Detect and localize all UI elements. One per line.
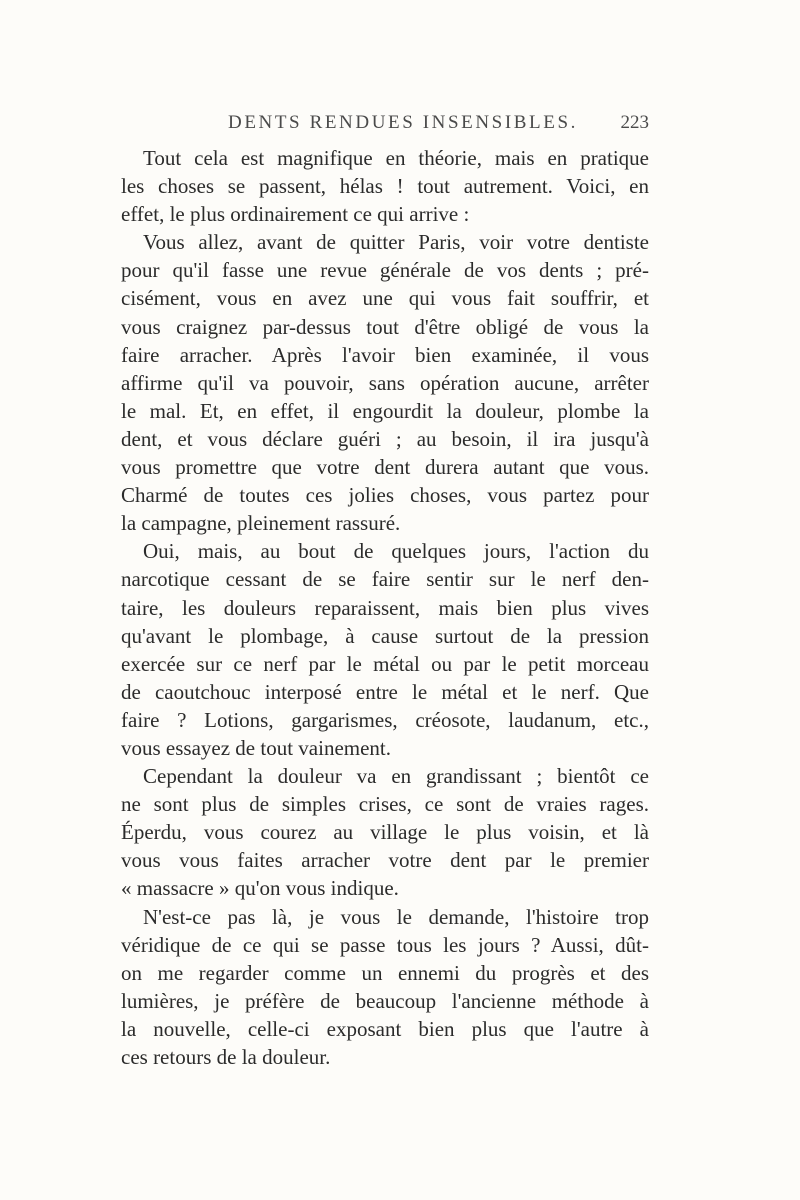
body-text bbox=[121, 144, 649, 1071]
text-line: Cependant la douleur va en grandissant ; bientôt ce bbox=[143, 764, 649, 789]
text-line: dent, et vous déclare guéri ; au besoin, il ira jusqu'à bbox=[121, 426, 649, 451]
text-line: N'est-ce pas là, je vous le demande, l'histoire trop bbox=[143, 904, 649, 929]
text-line: « massacre » qu'on vous indique. bbox=[121, 876, 399, 901]
text-line: Oui, mais, au bout de quelques jours, l'action du bbox=[143, 539, 649, 564]
text-line: ne sont plus de simples crises, ce sont de vraies rages. bbox=[121, 792, 649, 817]
text-line: la campagne, pleinement rassuré. bbox=[121, 511, 401, 536]
text-line: taire, les douleurs reparaissent, mais bien plus vives bbox=[121, 595, 649, 620]
text-line: vous vous faites arracher votre dent par le premier bbox=[121, 848, 649, 873]
text-line: les choses se passent, hélas ! tout autrement. Voici, en bbox=[121, 174, 649, 199]
page-number: 223 bbox=[620, 112, 649, 133]
text-line: lumières, je préfère de beaucoup l'ancienne méthode à bbox=[121, 988, 649, 1013]
text-line: faire ? Lotions, gargarismes, créosote, laudanum, etc., bbox=[121, 707, 649, 732]
text-line: de caoutchouc interposé entre le métal et le nerf. Que bbox=[121, 679, 649, 704]
text-line: véridique de ce qui se passe tous les jours ? Aussi, dût- bbox=[121, 932, 649, 957]
text-line: effet, le plus ordinairement ce qui arrive : bbox=[121, 202, 470, 227]
text-line: cisément, vous en avez une qui vous fait souffrir, et bbox=[121, 286, 649, 311]
text-line: la nouvelle, celle-ci exposant bien plus que l'autre à bbox=[121, 1016, 649, 1041]
text-line: narcotique cessant de se faire sentir sur le nerf den- bbox=[121, 567, 649, 592]
running-title: DENTS RENDUES INSENSIBLES. bbox=[228, 112, 578, 133]
text-line: qu'avant le plombage, à cause surtout de la pression bbox=[121, 623, 649, 648]
paragraph-2 bbox=[121, 228, 649, 537]
text-line: Charmé de toutes ces jolies choses, vous partez pour bbox=[121, 483, 649, 508]
paragraph-4 bbox=[121, 762, 649, 902]
text-line: Vous allez, avant de quitter Paris, voir votre dentiste bbox=[143, 230, 649, 255]
text-line: vous promettre que votre dent durera autant que vous. bbox=[121, 455, 649, 480]
text-line: pour qu'il fasse une revue générale de vos dents ; pré- bbox=[121, 258, 649, 283]
text-line: faire arracher. Après l'avoir bien examinée, il vous bbox=[121, 342, 649, 367]
paragraph-5 bbox=[121, 903, 649, 1072]
text-line: vous craignez par-dessus tout d'être obligé de vous la bbox=[121, 314, 649, 339]
text-line: ces retours de la douleur. bbox=[121, 1045, 331, 1069]
text-line: exercée sur ce nerf par le métal ou par le petit morceau bbox=[121, 651, 649, 676]
text-line: le mal. Et, en effet, il engourdit la douleur, plombe la bbox=[121, 398, 649, 423]
page-header bbox=[121, 112, 649, 142]
paragraph-3 bbox=[121, 537, 649, 762]
text-line: Tout cela est magnifique en théorie, mais en pratique bbox=[143, 146, 649, 170]
text-line: affirme qu'il va pouvoir, sans opération aucune, arrêter bbox=[121, 370, 649, 395]
text-line: on me regarder comme un ennemi du progrès et des bbox=[121, 960, 649, 985]
text-line: vous essayez de tout vainement. bbox=[121, 735, 392, 760]
paragraph-1 bbox=[121, 144, 649, 228]
text-line: Éperdu, vous courez au village le plus voisin, et là bbox=[121, 820, 649, 845]
